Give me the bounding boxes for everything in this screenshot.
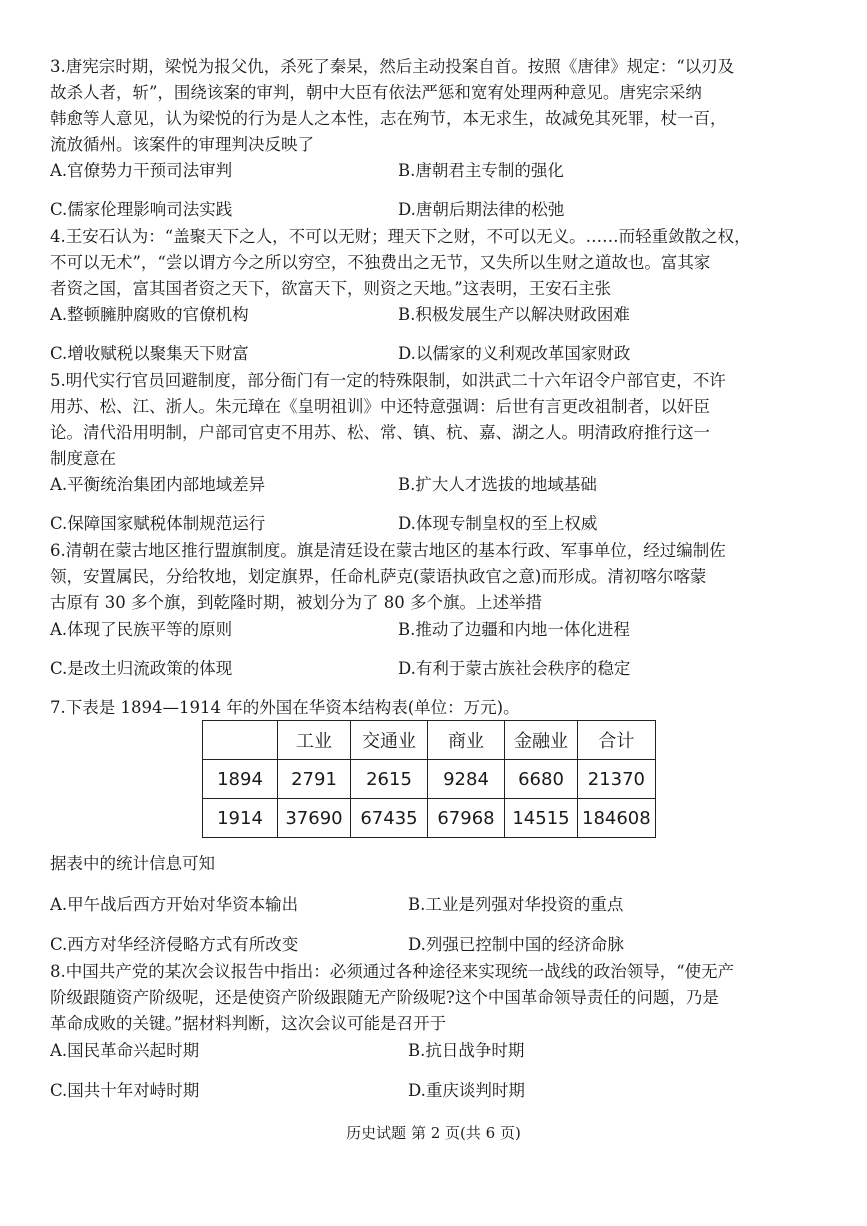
q7-after-table: 据表中的统计信息可知	[50, 854, 215, 873]
q5-stem-line-4: 制度意在	[50, 449, 116, 468]
q4-stem-line-1: 4.王安石认为：“盖聚天下之人，不可以无财；理天下之财，不可以无义。……而轻重敛散之权，	[50, 227, 751, 246]
q5-stem-line-2: 用苏、松、江、浙人。朱元璋在《皇明祖训》中还特意强调：后世有言更改祖制者，以奸臣	[50, 397, 710, 416]
capital-structure-table	[202, 720, 656, 838]
q5-option-c: C.保障国家赋税体制规范运行	[50, 514, 266, 533]
q4-option-d: D.以儒家的义利观改革国家财政	[398, 344, 631, 363]
table-cell: 14515	[505, 799, 578, 838]
q6-stem-line-3: 古原有 30 多个旗，到乾隆时期，被划分为了 80 多个旗。上述举措	[50, 593, 542, 612]
q8-stem-line-3: 革命成败的关键。”据材料判断，这次会议可能是召开于	[50, 1014, 447, 1033]
q4-stem-line-3: 者资之国，富其国者资之天下，欲富天下，则资之天地。”这表明，王安石主张	[50, 279, 612, 298]
table-cell: 67968	[428, 799, 505, 838]
q4-option-b: B.积极发展生产以解决财政困难	[398, 305, 630, 324]
table-header-cell	[203, 721, 278, 760]
q7-option-b: B.工业是列强对华投资的重点	[408, 895, 624, 914]
q8-option-d: D.重庆谈判时期	[408, 1081, 525, 1100]
table-header-row	[203, 721, 656, 760]
q7-option-d: D.列强已控制中国的经济命脉	[408, 935, 624, 954]
q6-option-a: A.体现了民族平等的原则	[50, 620, 233, 639]
page-footer: 历史试题 第 2 页(共 6 页)	[346, 1124, 521, 1142]
q6-stem-line-2: 领，安置属民，分给牧地，划定旗界，任命札萨克(蒙语执政官之意)而形成。清初喀尔喀蒙	[50, 567, 707, 586]
q8-stem-line-1: 8.中国共产党的某次会议报告中指出：必须通过各种途径来实现统一战线的政治领导，“使无产	[50, 962, 735, 981]
q3-option-d: D.唐朝后期法律的松弛	[398, 200, 565, 219]
q5-option-b: B.扩大人才选拔的地域基础	[398, 475, 597, 494]
table-header-cell: 交通业	[351, 721, 428, 760]
q8-option-a: A.国民革命兴起时期	[50, 1041, 200, 1060]
q5-option-a: A.平衡统治集团内部地域差异	[50, 475, 266, 494]
q5-stem-line-3: 论。清代沿用明制，户部司官吏不用苏、松、常、镇、杭、嘉、湖之人。明清政府推行这一	[50, 423, 710, 442]
q3-option-b: B.唐朝君主专制的强化	[398, 161, 564, 180]
q8-option-b: B.抗日战争时期	[408, 1041, 525, 1060]
q6-option-c: C.是改土归流政策的体现	[50, 659, 233, 678]
q4-option-a: A.整顿臃肿腐败的官僚机构	[50, 305, 249, 324]
q4-option-c: C.增收赋税以聚集天下财富	[50, 344, 249, 363]
q5-stem-line-1: 5.明代实行官员回避制度，部分衙门有一定的特殊限制，如洪武二十六年诏令户部官吏，不许	[50, 371, 726, 390]
table-cell: 9284	[428, 760, 505, 799]
q3-option-a: A.官僚势力干预司法审判	[50, 161, 233, 180]
q8-stem-line-2: 阶级跟随资产阶级呢，还是使资产阶级跟随无产阶级呢?这个中国革命领导责任的问题，乃是	[50, 988, 719, 1007]
table-cell: 6680	[505, 760, 578, 799]
table-row	[203, 799, 656, 838]
q7-option-c: C.西方对华经济侵略方式有所改变	[50, 935, 299, 954]
q7-option-a: A.甲午战后西方开始对华资本输出	[50, 895, 299, 914]
q4-stem-line-2: 不可以无术”，“尝以谓方今之所以穷空，不独费出之无节，又失所以生财之道故也。富其家	[50, 253, 711, 272]
table-cell: 2615	[351, 760, 428, 799]
q6-option-d: D.有利于蒙古族社会秩序的稳定	[398, 659, 631, 678]
q3-stem-line-4: 流放循州。该案件的审理判决反映了	[50, 135, 314, 154]
table-cell: 1914	[203, 799, 278, 838]
table-cell: 1894	[203, 760, 278, 799]
q3-option-c: C.儒家伦理影响司法实践	[50, 200, 233, 219]
table-header-cell: 工业	[278, 721, 351, 760]
q3-stem-line-2: 故杀人者，斩”，围绕该案的审判，朝中大臣有依法严惩和宽宥处理两种意见。唐宪宗采纳	[50, 83, 702, 102]
table-row	[203, 760, 656, 799]
table-cell: 21370	[578, 760, 656, 799]
q8-option-c: C.国共十年对峙时期	[50, 1081, 200, 1100]
table-header-cell: 合计	[578, 721, 656, 760]
table-cell: 2791	[278, 760, 351, 799]
q6-option-b: B.推动了边疆和内地一体化进程	[398, 620, 630, 639]
q3-stem-line-1: 3.唐宪宗时期，梁悦为报父仇，杀死了秦杲，然后主动投案自首。按照《唐律》规定：“以刃及	[50, 57, 735, 76]
table-cell: 184608	[578, 799, 656, 838]
q6-stem-line-1: 6.清朝在蒙古地区推行盟旗制度。旗是清廷设在蒙古地区的基本行政、军事单位，经过编制佐	[50, 541, 726, 560]
q7-stem: 7.下表是 1894—1914 年的外国在华资本结构表(单位：万元)。	[50, 698, 520, 717]
table-header-cell: 金融业	[505, 721, 578, 760]
table-header-cell: 商业	[428, 721, 505, 760]
table-cell: 67435	[351, 799, 428, 838]
q5-option-d: D.体现专制皇权的至上权威	[398, 514, 598, 533]
q3-stem-line-3: 韩愈等人意见，认为梁悦的行为是人之本性，志在殉节，本无求生，故减免其死罪，杖一百，	[50, 109, 727, 128]
table-cell: 37690	[278, 799, 351, 838]
